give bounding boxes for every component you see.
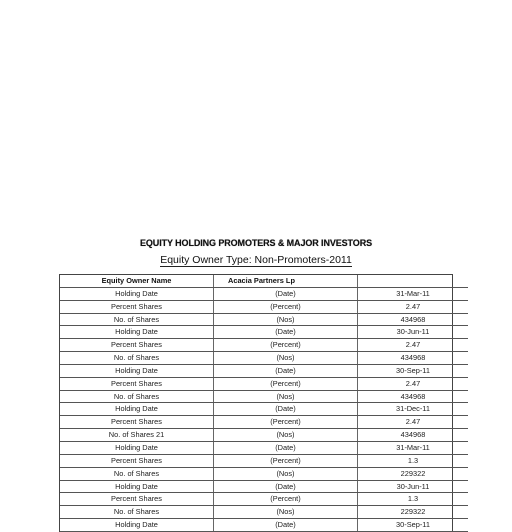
table-row <box>60 403 468 416</box>
cell-value: 1.3 <box>358 493 469 506</box>
cell-value: 31-Dec-11 <box>358 403 469 416</box>
cell-field-name: Holding Date <box>60 287 214 300</box>
cell-unit: (Nos) <box>214 506 358 519</box>
cell-value: 30-Sep-11 <box>358 364 469 377</box>
cell-field-name: Percent Shares <box>60 339 214 352</box>
cell-unit: (Date) <box>214 403 358 416</box>
table-row <box>60 467 468 480</box>
header-owner-value: Acacia Partners Lp <box>214 275 358 287</box>
cell-unit: (Percent) <box>214 300 358 313</box>
cell-unit: (Percent) <box>214 454 358 467</box>
document-subtitle-wrap <box>0 250 512 268</box>
cell-unit: (Nos) <box>214 352 358 365</box>
table-row <box>60 454 468 467</box>
cell-field-name: No. of Shares <box>60 390 214 403</box>
cell-field-name: No. of Shares <box>60 467 214 480</box>
cell-unit: (Date) <box>214 441 358 454</box>
table-row <box>60 390 468 403</box>
cell-unit: (Nos) <box>214 313 358 326</box>
cell-value: 2.47 <box>358 339 469 352</box>
cell-unit: (Percent) <box>214 339 358 352</box>
cell-unit: (Percent) <box>214 493 358 506</box>
cell-unit: (Date) <box>214 519 358 532</box>
cell-unit: (Date) <box>214 287 358 300</box>
cell-field-name: Holding Date <box>60 364 214 377</box>
table-row <box>60 441 468 454</box>
equity-table <box>60 275 468 532</box>
cell-field-name: Percent Shares <box>60 300 214 313</box>
cell-value: 434968 <box>358 313 469 326</box>
cell-field-name: No. of Shares <box>60 506 214 519</box>
cell-field-name: Holding Date <box>60 519 214 532</box>
document-subtitle: Equity Owner Type: Non-Promoters-2011 <box>160 254 352 266</box>
header-blank <box>358 275 469 287</box>
table-row <box>60 287 468 300</box>
cell-value: 434968 <box>358 390 469 403</box>
cell-value: 30-Sep-11 <box>358 519 469 532</box>
cell-value: 434968 <box>358 352 469 365</box>
cell-value: 2.47 <box>358 300 469 313</box>
cell-unit: (Nos) <box>214 390 358 403</box>
cell-value: 229322 <box>358 506 469 519</box>
table-row <box>60 377 468 390</box>
cell-value: 434968 <box>358 429 469 442</box>
cell-field-name: Percent Shares <box>60 416 214 429</box>
cell-field-name: Percent Shares <box>60 493 214 506</box>
table-row <box>60 364 468 377</box>
cell-value: 229322 <box>358 467 469 480</box>
cell-field-name: Holding Date <box>60 403 214 416</box>
cell-field-name: Holding Date <box>60 480 214 493</box>
cell-field-name: Holding Date <box>60 326 214 339</box>
cell-value: 31-Mar-11 <box>358 441 469 454</box>
table-row <box>60 480 468 493</box>
cell-unit: (Date) <box>214 480 358 493</box>
cell-unit: (Nos) <box>214 429 358 442</box>
table-row <box>60 313 468 326</box>
table-row <box>60 326 468 339</box>
table-header-row <box>60 275 468 287</box>
cell-field-name: No. of Shares <box>60 352 214 365</box>
document-title: EQUITY HOLDING PROMOTERS & MAJOR INVESTORS <box>140 238 372 248</box>
cell-value: 31-Mar-11 <box>358 287 469 300</box>
table-row <box>60 429 468 442</box>
cell-value: 30-Jun-11 <box>358 326 469 339</box>
cell-value: 1.3 <box>358 454 469 467</box>
cell-field-name: No. of Shares 21 <box>60 429 214 442</box>
equity-table-container <box>59 274 453 532</box>
cell-value: 2.47 <box>358 377 469 390</box>
header-equity-owner-name: Equity Owner Name <box>60 275 214 287</box>
cell-unit: (Percent) <box>214 377 358 390</box>
table-row <box>60 339 468 352</box>
cell-unit: (Percent) <box>214 416 358 429</box>
cell-field-name: Percent Shares <box>60 377 214 390</box>
table-row <box>60 519 468 532</box>
cell-field-name: Holding Date <box>60 441 214 454</box>
cell-unit: (Nos) <box>214 467 358 480</box>
table-body <box>60 287 468 531</box>
cell-value: 30-Jun-11 <box>358 480 469 493</box>
table-row <box>60 493 468 506</box>
cell-value: 2.47 <box>358 416 469 429</box>
table-row <box>60 416 468 429</box>
table-row <box>60 352 468 365</box>
cell-unit: (Date) <box>214 364 358 377</box>
cell-field-name: No. of Shares <box>60 313 214 326</box>
table-row <box>60 300 468 313</box>
table-row <box>60 506 468 519</box>
cell-unit: (Date) <box>214 326 358 339</box>
cell-field-name: Percent Shares <box>60 454 214 467</box>
